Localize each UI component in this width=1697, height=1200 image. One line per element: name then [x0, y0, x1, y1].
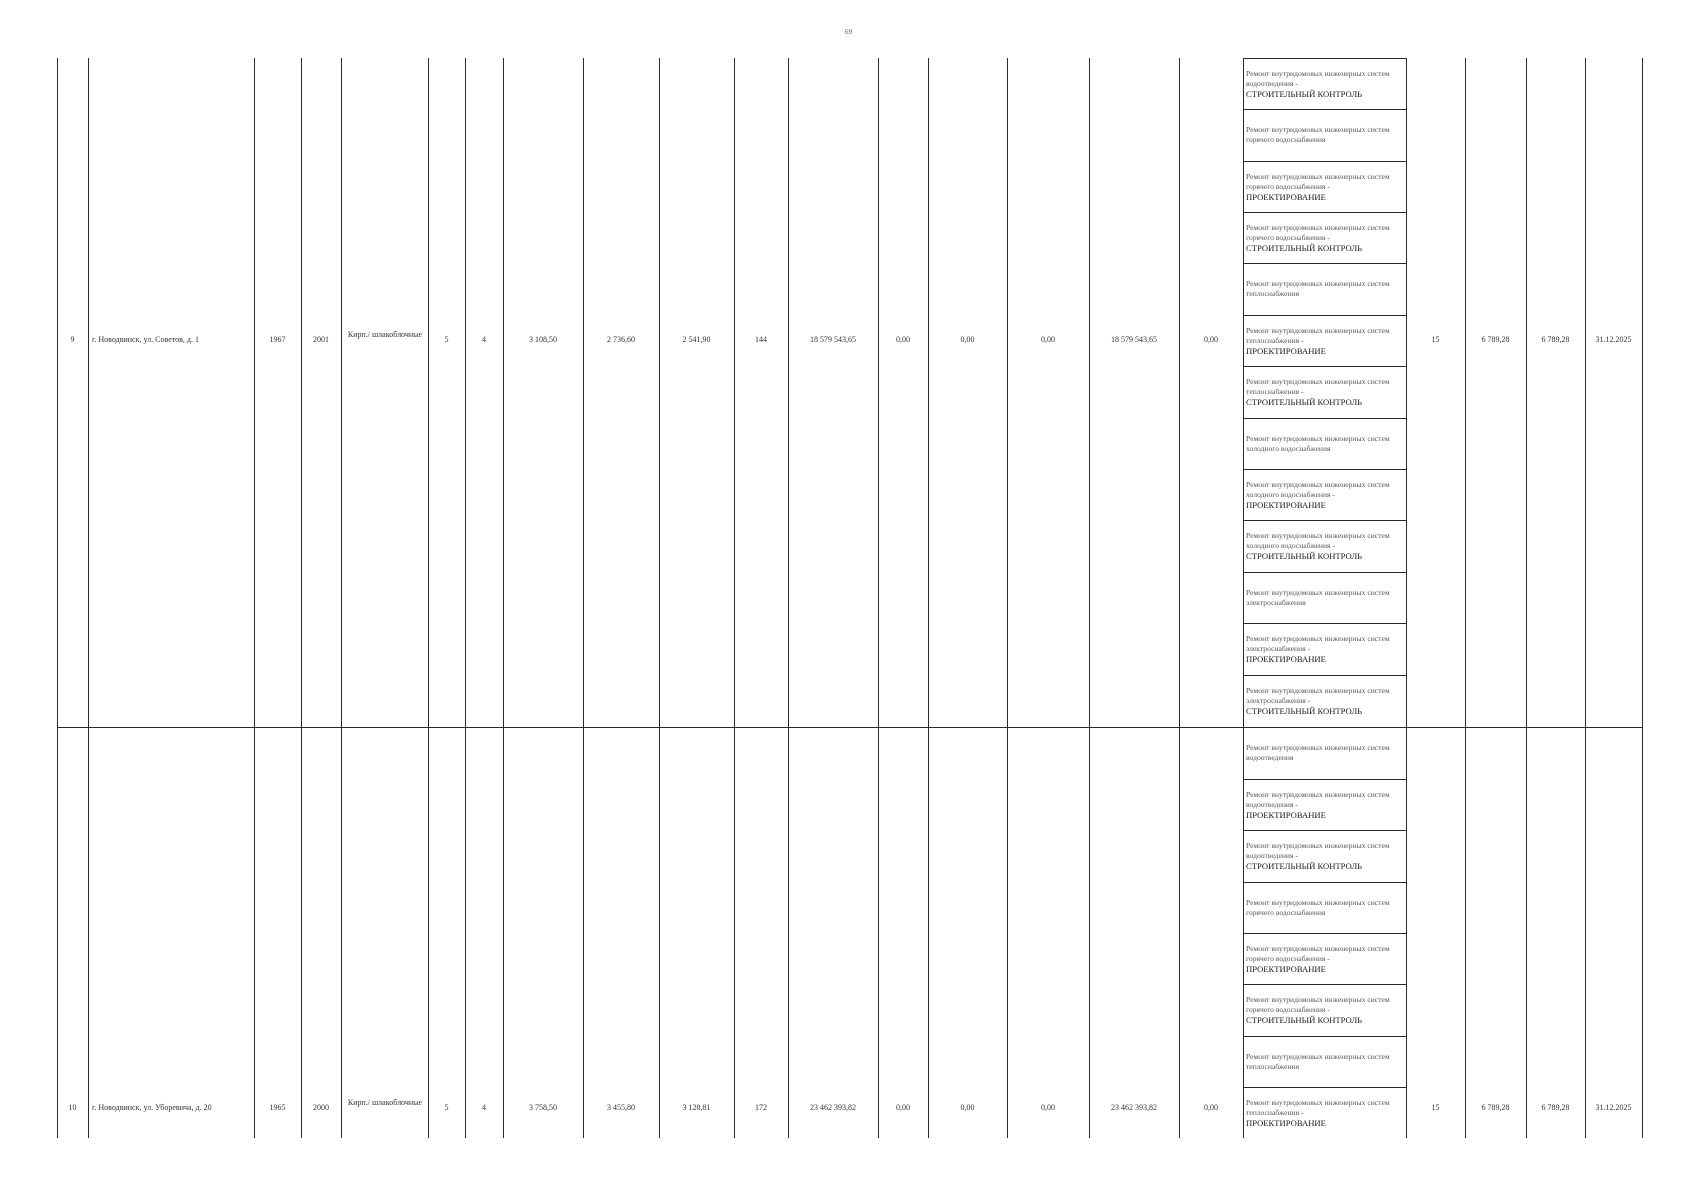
work-item: Ремонт внутридомовых инженерных систем горячего водоснабжения [1243, 882, 1406, 933]
work-item: Ремонт внутридомовых инженерных систем горячего водоснабжения - СТРОИТЕЛЬНЫЙ КОНТРОЛЬ [1243, 984, 1406, 1035]
work-item: Ремонт внутридомовых инженерных систем водоотведения - СТРОИТЕЛЬНЫЙ КОНТРОЛЬ [1243, 830, 1406, 881]
work-item: Ремонт внутридомовых инженерных систем теплоснабжения - СТРОИТЕЛЬНЫЙ КОНТРОЛЬ [1243, 366, 1406, 417]
work-item: Ремонт внутридомовых инженерных систем холодного водоснабжения [1243, 418, 1406, 469]
work-item: Ремонт внутридомовых инженерных систем водоотведения - ПРОЕКТИРОВАНИЕ [1243, 779, 1406, 830]
row-number: 9 [70, 335, 75, 344]
term: 15 [1431, 1103, 1440, 1112]
col-rule [1406, 58, 1407, 1138]
unit-cost: 6 789,28 [1481, 335, 1510, 344]
cost-total: 23 462 393,82 [810, 1103, 856, 1112]
year-renovation: 2001 [313, 335, 329, 344]
residents: 144 [755, 335, 767, 344]
row-number: 10 [68, 1103, 77, 1112]
floors: 5 [444, 1103, 449, 1112]
fund-regional: 0,00 [960, 335, 975, 344]
work-item: Ремонт внутридомовых инженерных систем водоотведения - СТРОИТЕЛЬНЫЙ КОНТРОЛЬ [1243, 58, 1406, 109]
area-living: 2 541,90 [682, 335, 711, 344]
col-rule [878, 58, 879, 1138]
col-rule [659, 58, 660, 1138]
work-item: Ремонт внутридомовых инженерных систем горячего водоснабжения - ПРОЕКТИРОВАНИЕ [1243, 933, 1406, 984]
work-item: Ремонт внутридомовых инженерных систем теплоснабжения [1243, 263, 1406, 314]
fund-local: 0,00 [1041, 1103, 1055, 1112]
col-rule [1179, 58, 1180, 1138]
fund-federal: 0,00 [896, 1103, 910, 1112]
work-item: Ремонт внутридомовых инженерных систем теплоснабжения - ПРОЕКТИРОВАНИЕ [1243, 1087, 1406, 1138]
unit-cost: 6 789,28 [1481, 1103, 1510, 1112]
fund-owners: 23 462 393,82 [1111, 1103, 1157, 1112]
limit-cost: 6 789,28 [1541, 335, 1570, 344]
entrances: 4 [482, 1103, 486, 1112]
col-rule [1007, 58, 1008, 1138]
area-living: 3 128,81 [682, 1103, 711, 1112]
area-total: 3 758,50 [529, 1103, 557, 1112]
address: г. Новодвинск, ул. Советов, д. 1 [92, 335, 199, 344]
col-rule [1089, 58, 1090, 1138]
wall-material: Кирп./ шлакоблочные [347, 330, 423, 339]
col-rule [301, 58, 302, 1138]
col-rule [465, 58, 466, 1138]
address: г. Новодвинск, ул. Уборевича, д. 20 [92, 1103, 212, 1112]
col-rule [734, 58, 735, 1138]
col-rule [57, 58, 58, 1138]
area-all: 3 455,80 [607, 1103, 635, 1112]
area-total: 3 108,50 [529, 335, 557, 344]
work-item: Ремонт внутридомовых инженерных систем холодного водоснабжения - ПРОЕКТИРОВАНИЕ [1243, 469, 1406, 520]
fund-local: 0,00 [1041, 335, 1055, 344]
cost-total: 18 579 543,65 [810, 335, 856, 344]
work-item: Ремонт внутридомовых инженерных систем горячего водоснабжения - СТРОИТЕЛЬНЫЙ КОНТРОЛЬ [1243, 212, 1406, 263]
work-item: Ремонт внутридомовых инженерных систем горячего водоснабжения - ПРОЕКТИРОВАНИЕ [1243, 161, 1406, 212]
work-item: Ремонт внутридомовых инженерных систем горячего водоснабжения [1243, 109, 1406, 160]
fund-other: 0,00 [1204, 1103, 1218, 1112]
deadline: 31.12.2025 [1595, 1103, 1632, 1112]
col-rule [503, 58, 504, 1138]
work-item: Ремонт внутридомовых инженерных систем теплоснабжения - ПРОЕКТИРОВАНИЕ [1243, 315, 1406, 366]
col-rule [788, 58, 789, 1138]
work-item: Ремонт внутридомовых инженерных систем электроснабжения [1243, 572, 1406, 623]
wall-material: Кирп./ шлакоблочные [347, 1098, 423, 1107]
col-rule [928, 58, 929, 1138]
deadline: 31.12.2025 [1595, 335, 1632, 344]
work-item: Ремонт внутридомовых инженерных систем электроснабжения - ПРОЕКТИРОВАНИЕ [1243, 623, 1406, 674]
residents: 172 [755, 1103, 767, 1112]
entrances: 4 [482, 335, 486, 344]
col-rule [1526, 58, 1527, 1138]
work-item: Ремонт внутридомовых инженерных систем холодного водоснабжения - СТРОИТЕЛЬНЫЙ КОНТРОЛЬ [1243, 520, 1406, 571]
fund-federal: 0,00 [896, 335, 910, 344]
col-rule [254, 58, 255, 1138]
col-rule [428, 58, 429, 1138]
col-rule [1465, 58, 1466, 1138]
fund-owners: 18 579 543,65 [1111, 335, 1157, 344]
work-item: Ремонт внутридомовых инженерных систем теплоснабжения [1243, 1036, 1406, 1087]
year-built: 1967 [269, 335, 286, 344]
floors: 5 [444, 335, 449, 344]
col-rule [1642, 58, 1643, 1138]
col-rule [88, 58, 89, 1138]
area-all: 2 736,60 [607, 335, 635, 344]
col-rule [583, 58, 584, 1138]
term: 15 [1431, 335, 1440, 344]
fund-regional: 0,00 [960, 1103, 975, 1112]
work-item: Ремонт внутридомовых инженерных систем электроснабжения - СТРОИТЕЛЬНЫЙ КОНТРОЛЬ [1243, 675, 1406, 726]
year-renovation: 2000 [313, 1103, 329, 1112]
year-built: 1965 [269, 1103, 286, 1112]
fund-other: 0,00 [1204, 335, 1218, 344]
work-item: Ремонт внутридомовых инженерных систем водоотведения [1243, 727, 1406, 778]
limit-cost: 6 789,28 [1541, 1103, 1570, 1112]
col-rule [341, 58, 342, 1138]
col-rule [1585, 58, 1586, 1138]
page-number: 69 [845, 28, 852, 36]
